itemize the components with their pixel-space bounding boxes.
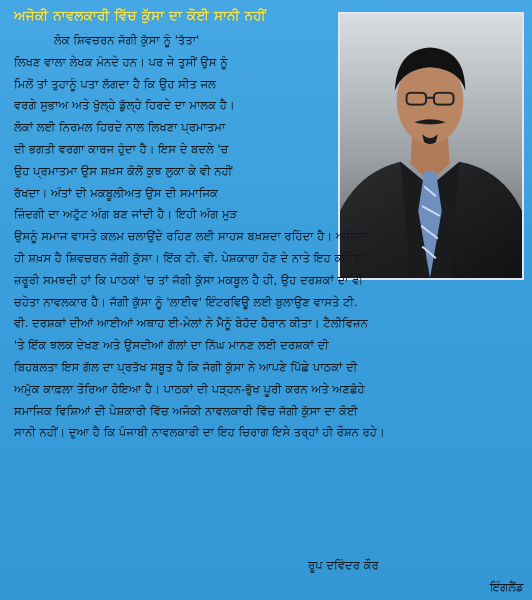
- text-line: ਉਸਨੂੰ ਸਮਾਜ ਵਾਸਤੇ ਕਲਮ ਚਲਾਉਂਦੇ ਰਹਿਣ ਲਈ ਸਾਹਸ ਬਖ਼ਸ਼ਦਾ ਰਹਿੰਦਾ ਹੈ। ਅਜਿਹਾ: [14, 229, 368, 244]
- text-line: ਹੀ ਸ਼ਖ਼ਸ ਹੈ ਸ਼ਿਵਚਰਨ ਜੱਗੀ ਕੁੱਸਾ। ਇੱਕ ਟੀ. ਵੀ. ਪੇਸ਼ਕਾਰਾ ਹੋਣ ਦੇ ਨਾਤੇ ਇਹ ਕਹਿਣਾ: [14, 250, 365, 265]
- text-line: ਜ਼ਿੰਦਗੀ ਦਾ ਅਟੁੱਟ ਅੰਗ ਬਣ ਜਾਂਦੀ ਹੈ। ਇਹੀ ਅੰਗ ਮੁੜ: [14, 207, 238, 222]
- text-line: ਵੀ. ਦਰਸ਼ਕਾਂ ਦੀਆਂ ਆਈਆਂ ਅਥਾਹ ਈ-ਮੇਲਾਂ ਨੇ ਮੈਨੂੰ ਬੇਹੱਦ ਹੈਰਾਨ ਕੀਤਾ। ਟੈਲੀਵਿਜ਼ਨ: [14, 316, 368, 331]
- text-line: ਸਾਨੀ ਨਹੀਂ। ਦੁਆ ਹੈ ਕਿ ਪੰਜਾਬੀ ਨਾਵਲਕਾਰੀ ਦਾ ਇਹ ਚਿਰਾਗ ਇਸੇ ਤਰ੍ਹਾਂ ਹੀ ਰੌਸ਼ਨ ਰਹੇ।: [14, 425, 385, 440]
- text-line: ਚਹੇਤਾ ਨਾਵਲਕਾਰ ਹੈ। ਜੱਗੀ ਕੁੱਸਾ ਨੂੰ 'ਲਾਈਵ' ਇੰਟਰਵਿਊ ਲਈ ਬੁਲਾਉਣ ਵਾਸਤੇ ਟੀ.: [14, 294, 358, 309]
- text-line: ਮਿਲੋਂ ਤਾਂ ਤੁਹਾਨੂੰ ਪਤਾ ਲੱਗਦਾ ਹੈ ਕਿ ਉਹ ਸੀਤ ਜਲ: [14, 76, 216, 91]
- signature-place: ਇੰਗਲੈਂਡ: [490, 580, 524, 594]
- text-line: ਵਰਗੇ ਸੁਭਾਅ ਅਤੇ ਖੁੱਲ੍ਹੇ ਡੁੱਲ੍ਹੇ ਹਿਰਦੇ ਦਾ ਮਾਲਕ ਹੈ।: [14, 98, 235, 113]
- signature-author: ਰੂਪ ਦਵਿੰਦਰ ਕੌਰ: [308, 558, 379, 572]
- text-line: ਅਮੁੱਕ ਕਾਫ਼ਲਾ ਤੋਰਿਆ ਹੋਇਆ ਹੈ। ਪਾਠਕਾਂ ਦੀ ਪੜ੍ਹਨ-ਭੁੱਖ ਪੂਰੀ ਕਰਨ ਅਤੇ ਅਣਛੋਹੇ: [14, 381, 365, 396]
- text-line: ਦੀ ਭਗਤੀ ਵਰਗਾ ਕਾਰਜ ਹੁੰਦਾ ਹੈ। ਇਸ ਦੇ ਬਦਲੇ 'ਚ: [14, 141, 229, 156]
- text-line: ਉਹ ਪ੍ਰਮਾਤਮਾ ਉਸ ਸ਼ਖ਼ਸ ਕੋਲੋਂ ਕੁਝ ਲੁਕਾ ਕੇ ਵੀ ਨਹੀਂ: [14, 163, 233, 178]
- text-line: ਸਮਾਜਿਕ ਵਿਸ਼ਿਆਂ ਦੀ ਪੇਸ਼ਕਾਰੀ ਵਿੱਚ ਅਜੋਕੀ ਨਾਵਲਕਾਰੀ ਵਿੱਚ ਜੱਗੀ ਕੁੱਸਾ ਦਾ ਕੋਈ: [14, 403, 358, 418]
- page-heading: ਅਜੋਕੀ ਨਾਵਲਕਾਰੀ ਵਿੱਚ ਕੁੱਸਾ ਦਾ ਕੋਈ ਸਾਨੀ ਨਹੀਂ: [14, 8, 266, 24]
- signature-block: [300, 554, 524, 598]
- cover-text: [14, 30, 522, 444]
- text-line: ਲੋਕਾਂ ਲਈ ਨਿਰਮਲ ਹਿਰਦੇ ਨਾਲ ਲਿਖਣਾ ਪ੍ਰਮਾਤਮਾ: [14, 120, 226, 135]
- text-line: ਲਿਖਣ ਵਾਲਾ ਲੇਖਕ ਮੰਨਦੇ ਹਨ। ਪਰ ਜੇ ਤੁਸੀਂ ਉਸ ਨੂੰ: [14, 54, 228, 69]
- text-line: ਰੱਖਦਾ। ਅੰਤਾਂ ਦੀ ਮਕਬੂਲੀਅਤ ਉਸ ਦੀ ਸਮਾਜਿਕ: [14, 185, 218, 200]
- text-line: 'ਤੇ ਇੱਕ ਝਲਕ ਦੇਖਣ ਅਤੇ ਉਸਦੀਆਂ ਗੱਲਾਂ ਦਾ ਨਿੱਘ ਮਾਨਣ ਲਈ ਦਰਸ਼ਕਾਂ ਦੀ: [14, 338, 329, 353]
- text-line: ਬਿਹਬਲਤਾ ਇਸ ਗੱਲ ਦਾ ਪ੍ਰਤੱਖ ਸਬੂਤ ਹੈ ਕਿ ਜੱਗੀ ਕੁੱਸਾ ਨੇ ਆਪਣੇ ਪਿੱਛੇ ਪਾਠਕਾਂ ਦੀ: [14, 359, 358, 374]
- text-line: ਜ਼ਰੂਰੀ ਸਮਝਦੀ ਹਾਂ ਕਿ ਪਾਠਕਾਂ 'ਚ ਤਾਂ ਜੱਗੀ ਕੁੱਸਾ ਮਕਬੂਲ ਹੈ ਹੀ, ਉਹ ਦਰਸ਼ਕਾਂ ਦਾ ਵੀ: [14, 272, 363, 287]
- text-line: ਲੋਕ ਸ਼ਿਵਚਰਨ ਜੱਗੀ ਕੁੱਸਾ ਨੂੰ 'ਤੱਤਾ': [54, 33, 200, 47]
